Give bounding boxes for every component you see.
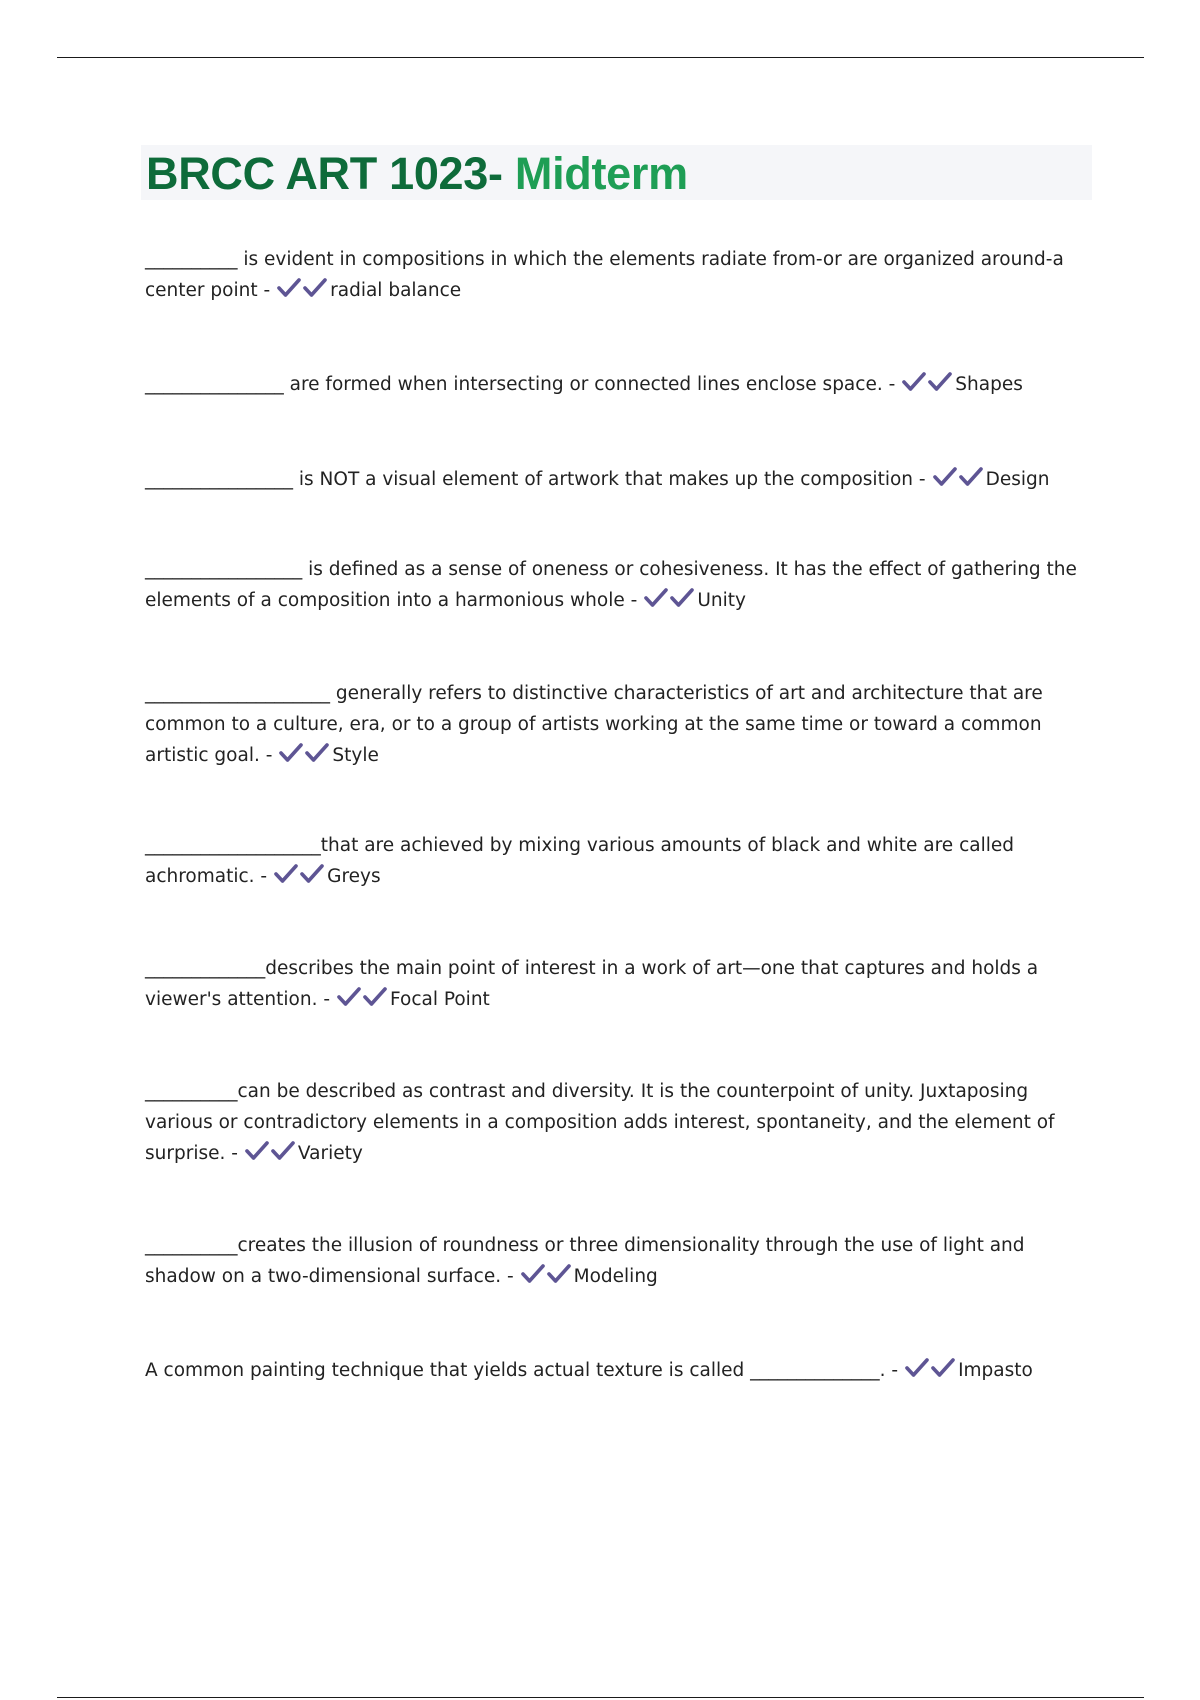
check-icon (958, 466, 984, 488)
check-icon (930, 1357, 956, 1379)
qa-item-3 (145, 464, 1090, 498)
footer-rule (57, 1697, 1144, 1698)
answer-text: Modeling (573, 1266, 658, 1287)
question-text: __________ is evident in compositions in which the elements radiate from-or are organized around-a center point - (145, 249, 1064, 301)
answer-text: Style (332, 745, 379, 766)
double-check-mark (244, 1140, 296, 1172)
check-icon (244, 1140, 270, 1162)
check-icon (273, 863, 299, 885)
check-icon (336, 986, 362, 1008)
question-text: ____________________ generally refers to distinctive characteristics of art and architecture that are common to a culture, era, or to a group of artists working at the same time or toward a common artistic goal. - (145, 683, 1043, 766)
check-icon (276, 277, 302, 299)
question-text: _______________ are formed when intersecting or connected lines enclose space. - (145, 374, 896, 395)
check-icon (299, 863, 325, 885)
double-check-mark (278, 742, 330, 774)
check-icon (304, 742, 330, 764)
answer-text: Shapes (955, 374, 1023, 395)
check-icon (270, 1140, 296, 1162)
qa-item-6 (145, 830, 1090, 895)
double-check-mark (273, 863, 325, 895)
check-icon (901, 371, 927, 393)
double-check-mark (520, 1263, 572, 1295)
answer-text: Unity (697, 590, 746, 611)
answer-text: Focal Point (390, 989, 490, 1010)
question-text: A common painting technique that yields actual texture is called ______________. - (145, 1360, 899, 1381)
question-text: _____________describes the main point of interest in a work of art—one that captures and holds a viewer's attention. - (145, 958, 1039, 1010)
qa-item-2 (145, 369, 1090, 403)
qa-item-8 (145, 1076, 1090, 1172)
check-icon (932, 466, 958, 488)
answer-text: Impasto (958, 1360, 1033, 1381)
answer-text: Design (985, 469, 1050, 490)
question-text: __________creates the illusion of roundness or three dimensionality through the use of light and shadow on a two-dimensional surface. - (145, 1235, 1025, 1287)
double-check-mark (336, 986, 388, 1018)
check-icon (643, 587, 669, 609)
qa-item-9 (145, 1230, 1090, 1295)
check-icon (278, 742, 304, 764)
check-icon (520, 1263, 546, 1285)
question-text: ________________ is NOT a visual element of artwork that makes up the composition - (145, 469, 926, 490)
check-icon (669, 587, 695, 609)
check-icon (546, 1263, 572, 1285)
qa-item-7 (145, 953, 1090, 1018)
answer-text: Variety (297, 1143, 363, 1164)
header-rule (57, 57, 1144, 58)
question-text: ___________________that are achieved by mixing various amounts of black and white are called achromatic. - (145, 835, 1014, 887)
double-check-mark (932, 466, 984, 498)
double-check-mark (643, 587, 695, 619)
question-text: __________can be described as contrast and diversity. It is the counterpoint of unity. Juxtaposing various or contradictory elements in a composition adds interest, spontaneity, and the element of surprise. - (145, 1081, 1055, 1164)
double-check-mark (901, 371, 953, 403)
check-icon (302, 277, 328, 299)
qa-item-5 (145, 678, 1090, 774)
double-check-mark (904, 1357, 956, 1389)
answer-text: radial balance (330, 280, 462, 301)
qa-item-4 (145, 554, 1090, 619)
answer-text: Greys (327, 866, 381, 887)
check-icon (904, 1357, 930, 1379)
check-icon (362, 986, 388, 1008)
title-exam: Midterm (502, 148, 688, 199)
qa-item-1 (145, 244, 1090, 309)
qa-item-10 (145, 1355, 1090, 1389)
check-icon (927, 371, 953, 393)
question-text: _________________ is defined as a sense of oneness or cohesiveness. It has the effect of gathering the elements of a composition into a harmonious whole - (145, 559, 1077, 611)
title-course: BRCC ART 1023- (146, 148, 503, 199)
document-title (146, 145, 688, 203)
double-check-mark (276, 277, 328, 309)
